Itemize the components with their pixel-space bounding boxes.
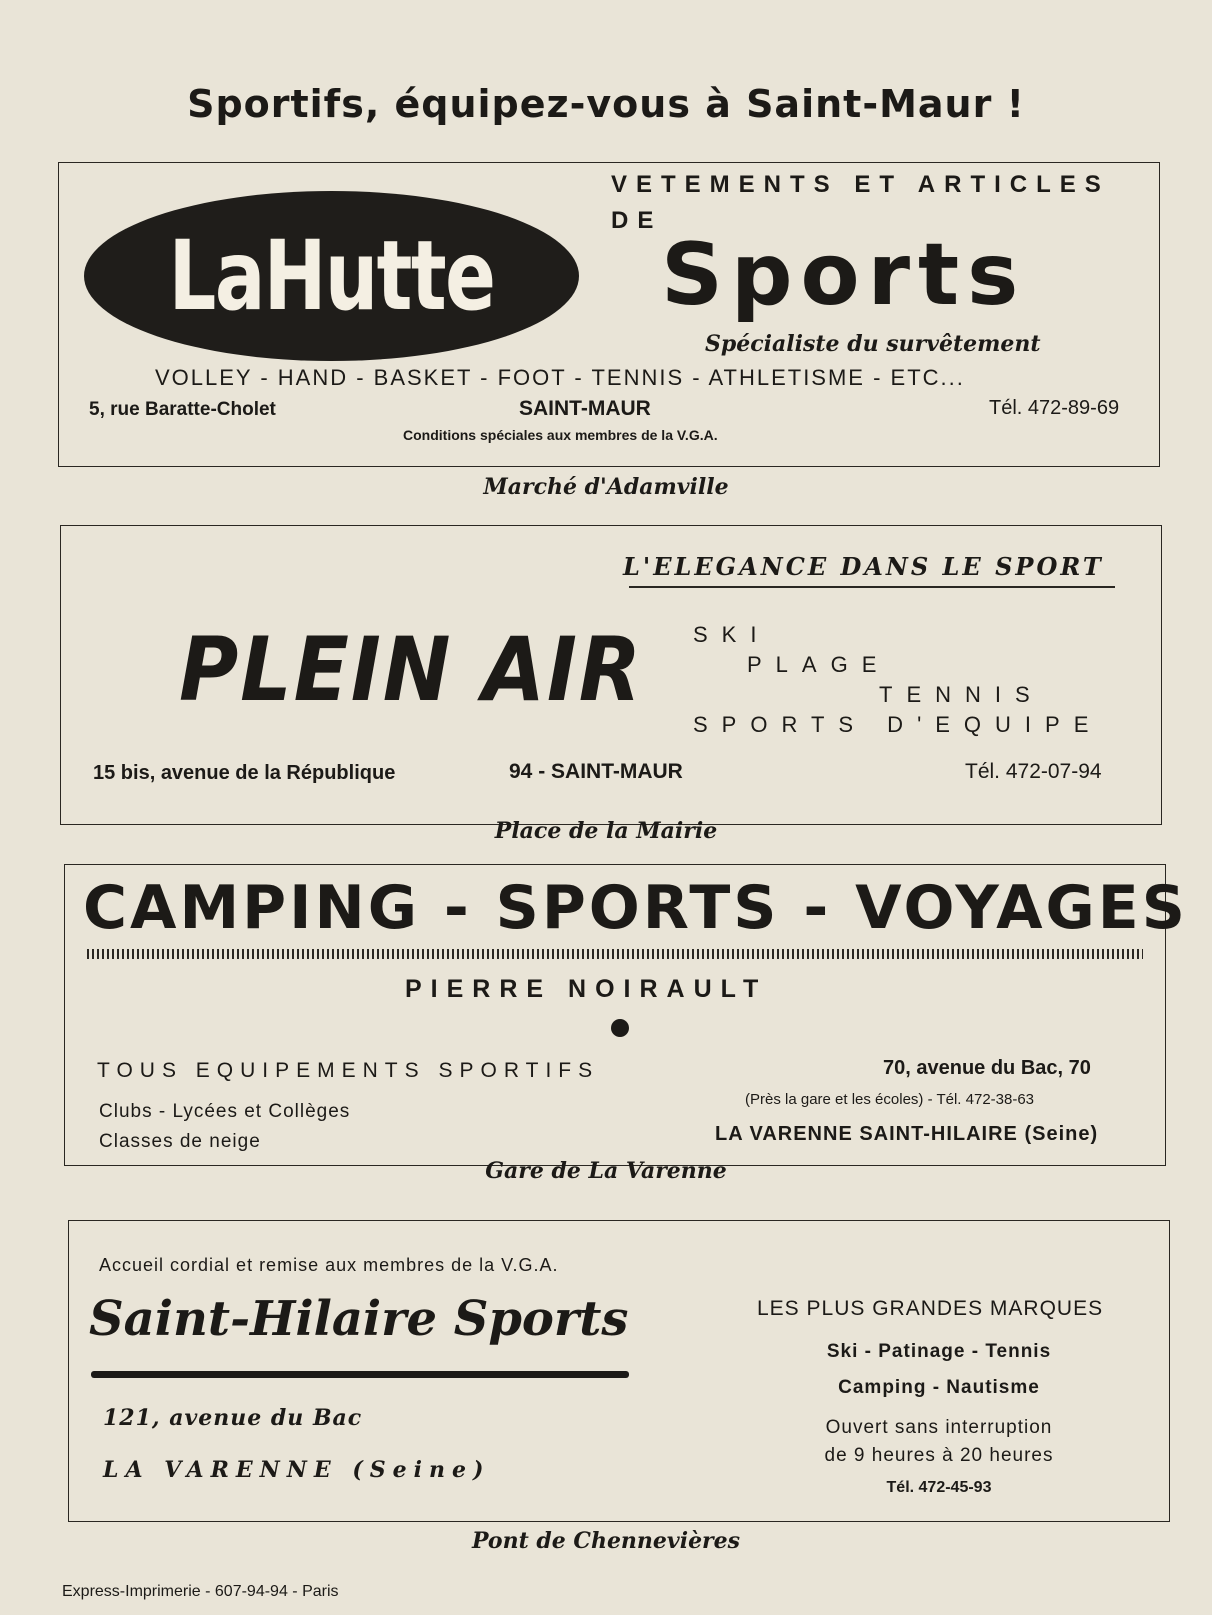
slogan: L'ELEGANCE DANS LE SPORT	[623, 552, 1104, 581]
caption-adamville: Marché d'Adamville	[483, 474, 729, 500]
ad-camping-sports-voyages	[64, 864, 1188, 1166]
ad-plein-air	[60, 525, 1162, 825]
name-underline	[91, 1371, 629, 1378]
conditions: Conditions spéciales aux membres de la V.G.A.	[403, 427, 718, 443]
address: 15 bis, avenue de la République	[93, 762, 396, 784]
hours1: Ouvert sans interruption	[825, 1417, 1053, 1438]
ad-la-hutte	[58, 162, 1160, 467]
equipment: TOUS EQUIPEMENTS SPORTIFS	[97, 1059, 600, 1082]
item-tennis: TENNIS	[879, 682, 1044, 707]
logo-text: LaHutte	[168, 220, 495, 332]
phone: Tél. 472-07-94	[965, 760, 1102, 783]
item-ski: SKI	[693, 622, 771, 647]
plein-air-name: PLEIN AIR	[179, 618, 643, 721]
city: LA VARENNE SAINT-HILAIRE (Seine)	[715, 1123, 1099, 1145]
caption-varenne: Gare de La Varenne	[485, 1158, 727, 1184]
sports-list: VOLLEY - HAND - BASKET - FOOT - TENNIS - ATHLETISME - ETC...	[155, 365, 965, 390]
caption-chennevieres: Pont de Chennevières	[471, 1528, 741, 1554]
phone: Tél. 472-45-93	[886, 1479, 992, 1496]
item-sports-equipe: SPORTS D'EQUIPE	[693, 712, 1103, 737]
la-hutte-logo	[84, 191, 579, 361]
big-sports-word: Sports	[661, 225, 1027, 325]
heading-line1: VETEMENTS ET ARTICLES	[611, 171, 1110, 198]
brands: LES PLUS GRANDES MARQUES	[757, 1297, 1104, 1320]
hours2: de 9 heures à 20 heures	[824, 1445, 1054, 1466]
specialty: Spécialiste du survêtement	[705, 331, 1041, 357]
owner: PIERRE NOIRAULT	[405, 975, 768, 1003]
city: 94 - SAINT-MAUR	[509, 760, 683, 783]
address: 5, rue Baratte-Cholet	[89, 399, 276, 420]
line1: Ski - Patinage - Tennis	[826, 1341, 1052, 1362]
heading-line2: DE	[611, 207, 663, 234]
page-title: Sportifs, équipez-vous à Saint-Maur !	[187, 82, 1025, 126]
caption-mairie: Place de la Mairie	[494, 818, 718, 844]
address: 121, avenue du Bac	[103, 1405, 363, 1431]
ad-saint-hilaire-sports	[68, 1220, 1170, 1522]
line2: Camping - Nautisme	[838, 1377, 1040, 1398]
phone: Tél. 472-89-69	[989, 397, 1120, 419]
city: SAINT-MAUR	[519, 397, 651, 420]
slogan-underline	[629, 586, 1115, 588]
shop-name: Saint-Hilaire Sports	[89, 1291, 629, 1347]
address: 70, avenue du Bac, 70	[883, 1057, 1091, 1079]
clients-line2: Classes de neige	[99, 1131, 261, 1152]
tick-rule	[87, 949, 1143, 959]
bullet-dot	[611, 1019, 629, 1037]
city: LA VARENNE (Seine)	[103, 1457, 491, 1483]
welcome: Accueil cordial et remise aux membres de la V.G.A.	[99, 1255, 559, 1275]
clients-line1: Clubs - Lycées et Collèges	[99, 1101, 351, 1122]
printer-footer: Express-Imprimerie - 607-94-94 - Paris	[62, 1583, 339, 1600]
headline: CAMPING - SPORTS - VOYAGES	[83, 873, 1188, 943]
near: (Près la gare et les écoles) - Tél. 472-38-63	[745, 1091, 1035, 1108]
item-plage: PLAGE	[747, 652, 891, 677]
